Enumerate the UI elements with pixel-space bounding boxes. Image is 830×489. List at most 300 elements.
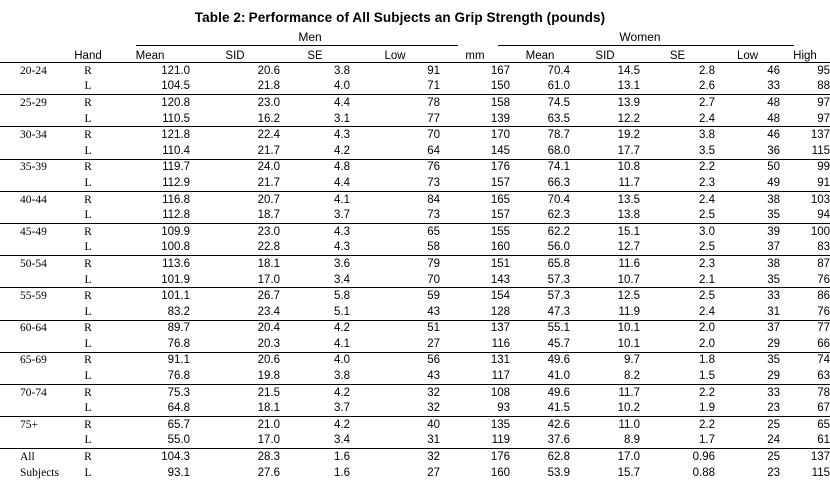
men-sid-cell: 20.3 — [257, 337, 280, 350]
table-row — [0, 465, 830, 481]
table-row — [0, 127, 830, 143]
men-high-cell: 108 — [440, 384, 510, 400]
men-mean-cell: 110.5 — [162, 112, 190, 125]
men-se-cell: 3.4 — [334, 273, 350, 286]
men-high-cell: 150 — [490, 80, 510, 93]
women-high-cell: 77 — [780, 320, 830, 336]
men-se-cell: 4.4 — [334, 176, 350, 189]
men-high-cell: 143 — [490, 273, 510, 286]
age-group-cell: 60-64 — [0, 320, 66, 336]
women-high-cell: 137 — [780, 449, 830, 465]
men-high-cell: 145 — [490, 144, 510, 157]
men-low-cell: 27 — [427, 466, 440, 479]
grip-strength-table — [0, 46, 830, 480]
men-low-cell: 43 — [427, 370, 440, 383]
men-high-cell: 167 — [490, 64, 510, 77]
men-sid-cell: 21.0 — [190, 417, 280, 433]
women-mean-cell: 49.6 — [510, 352, 570, 368]
men-se-cell: 3.1 — [334, 112, 350, 125]
men-high-cell: 158 — [440, 95, 510, 111]
age-group-cell — [0, 336, 66, 352]
hand-cell: L — [84, 337, 92, 350]
men-high-cell: 116 — [491, 337, 510, 350]
hand-cell: L — [84, 402, 92, 415]
women-sid-cell: 17.7 — [617, 144, 640, 157]
hand-cell: L — [84, 273, 92, 286]
hand-cell: L — [84, 176, 92, 189]
men-se-cell: 3.7 — [334, 402, 350, 415]
men-low-cell: 43 — [427, 305, 440, 318]
column-header-women-low: Low — [736, 50, 759, 62]
women-low-cell: 36 — [767, 144, 780, 157]
men-mean-cell: 55.0 — [167, 434, 190, 447]
women-high-cell: 65 — [780, 417, 830, 433]
women-low-cell: 23 — [767, 466, 780, 479]
table-row — [0, 63, 830, 79]
women-se-cell: 2.7 — [640, 95, 715, 111]
women-mean-cell: 66.3 — [547, 176, 570, 189]
table-body — [0, 63, 830, 481]
men-sid-cell: 16.2 — [257, 112, 280, 125]
age-group-cell — [0, 433, 66, 449]
men-mean-cell: 65.7 — [110, 417, 190, 433]
women-sid-cell: 15.1 — [570, 223, 640, 239]
table-row — [0, 304, 830, 320]
men-se-cell: 4.3 — [334, 241, 350, 254]
table-row — [0, 111, 830, 127]
age-group-cell: All — [0, 449, 66, 465]
women-high-cell: 83 — [817, 241, 830, 254]
men-sid-cell: 18.1 — [190, 256, 280, 272]
table-caption: Performance of All Subjects an Grip Strength (pounds) — [248, 10, 606, 25]
hand-cell: R — [66, 223, 110, 239]
table-row — [0, 79, 830, 95]
women-se-cell: 3.8 — [640, 127, 715, 143]
women-low-cell: 25 — [715, 449, 780, 465]
men-high-cell: 160 — [490, 241, 510, 254]
men-low-cell: 73 — [427, 209, 440, 222]
table-row — [0, 240, 830, 256]
women-sid-cell: 13.9 — [570, 95, 640, 111]
men-sid-cell: 17.0 — [257, 273, 280, 286]
women-sid-cell: 13.8 — [617, 209, 640, 222]
men-se-cell: 1.6 — [280, 449, 350, 465]
men-sid-cell: 20.4 — [190, 320, 280, 336]
men-sid-cell: 18.1 — [257, 402, 280, 415]
women-high-cell: 137 — [780, 127, 830, 143]
table-row — [0, 352, 830, 368]
men-mean-cell: 113.6 — [110, 256, 190, 272]
hand-cell: R — [66, 417, 110, 433]
women-sid-cell: 12.5 — [570, 288, 640, 304]
age-group-cell: 30-34 — [0, 127, 66, 143]
age-group-cell — [0, 272, 66, 288]
men-high-cell: 151 — [440, 256, 510, 272]
women-sid-cell: 10.1 — [617, 337, 640, 350]
age-group-cell — [0, 79, 66, 95]
women-mean-cell: 57.3 — [547, 273, 570, 286]
men-sid-cell: 21.5 — [190, 384, 280, 400]
hand-cell: L — [84, 144, 92, 157]
women-low-cell: 46 — [715, 127, 780, 143]
women-se-cell: 2.2 — [640, 417, 715, 433]
hand-cell: R — [66, 352, 110, 368]
women-mean-cell: 57.3 — [510, 288, 570, 304]
men-mean-cell: 76.8 — [167, 370, 190, 383]
men-mean-cell: 76.8 — [167, 337, 190, 350]
men-sid-cell: 20.6 — [190, 352, 280, 368]
hand-cell: R — [66, 256, 110, 272]
women-high-cell: 100 — [780, 223, 830, 239]
women-sid-cell: 9.7 — [570, 352, 640, 368]
women-high-cell: 74 — [780, 352, 830, 368]
women-low-cell: 35 — [767, 209, 780, 222]
men-low-cell: 64 — [427, 144, 440, 157]
men-low-cell: 70 — [427, 273, 440, 286]
women-sid-cell: 10.8 — [570, 159, 640, 175]
age-group-cell: 70-74 — [0, 384, 66, 400]
men-low-cell: 71 — [427, 80, 440, 93]
women-low-cell: 37 — [715, 320, 780, 336]
men-low-cell: 56 — [350, 352, 440, 368]
men-sid-cell: 20.6 — [257, 64, 280, 77]
men-sid-cell: 22.8 — [257, 241, 280, 254]
women-high-cell: 78 — [780, 384, 830, 400]
column-header-men-high: mm — [465, 50, 485, 62]
men-sid-cell: 23.0 — [190, 223, 280, 239]
men-sid-cell: 21.8 — [257, 80, 280, 93]
women-sid-cell: 17.0 — [570, 449, 640, 465]
age-group-cell: 35-39 — [0, 159, 66, 175]
men-se-cell: 4.1 — [334, 337, 350, 350]
men-mean-cell: 121.0 — [161, 64, 190, 77]
men-low-cell: 70 — [350, 127, 440, 143]
women-sid-cell: 12.7 — [617, 241, 640, 254]
women-se-cell: 2.0 — [699, 337, 715, 350]
women-mean-cell: 70.4 — [510, 191, 570, 207]
women-low-cell: 23 — [767, 402, 780, 415]
men-low-cell: 32 — [350, 449, 440, 465]
women-mean-cell: 62.3 — [547, 209, 570, 222]
women-sid-cell: 10.2 — [617, 402, 640, 415]
women-high-cell: 115 — [811, 466, 830, 479]
women-mean-cell: 41.0 — [547, 370, 570, 383]
men-sid-cell: 27.6 — [257, 466, 280, 479]
women-high-cell: 99 — [780, 159, 830, 175]
women-sid-cell: 12.2 — [617, 112, 640, 125]
men-se-cell: 5.1 — [334, 305, 350, 318]
age-group-cell: 75+ — [0, 417, 66, 433]
women-mean-cell: 42.6 — [510, 417, 570, 433]
men-low-cell: 32 — [350, 384, 440, 400]
men-mean-cell: 91.1 — [110, 352, 190, 368]
women-se-cell: 2.5 — [699, 241, 715, 254]
women-high-cell: 115 — [811, 144, 830, 157]
column-header-row — [0, 46, 830, 63]
women-low-cell: 48 — [767, 112, 780, 125]
age-group-cell: Subjects — [20, 466, 59, 479]
men-se-cell: 4.0 — [334, 80, 350, 93]
men-low-cell: 73 — [427, 176, 440, 189]
women-se-cell: 2.1 — [699, 273, 715, 286]
men-high-cell: 128 — [490, 305, 510, 318]
men-mean-cell: 75.3 — [110, 384, 190, 400]
women-low-cell: 49 — [767, 176, 780, 189]
men-se-cell: 3.7 — [334, 209, 350, 222]
age-group-cell: 65-69 — [0, 352, 66, 368]
age-group-cell — [0, 304, 66, 320]
women-high-cell: 97 — [780, 95, 830, 111]
table-row — [0, 336, 830, 352]
women-group-header: Women — [619, 30, 661, 44]
hand-cell: L — [84, 112, 92, 125]
men-mean-cell: 112.8 — [162, 209, 190, 222]
men-sid-cell: 28.3 — [190, 449, 280, 465]
men-group-header: Men — [298, 30, 322, 44]
men-se-cell: 4.4 — [280, 95, 350, 111]
women-mean-cell: 47.3 — [547, 305, 570, 318]
women-low-cell: 24 — [767, 434, 780, 447]
women-sid-cell: 11.7 — [618, 176, 640, 189]
women-high-cell: 86 — [780, 288, 830, 304]
women-low-cell: 33 — [715, 384, 780, 400]
women-high-cell: 95 — [817, 64, 830, 77]
age-group-cell: 50-54 — [0, 256, 66, 272]
men-mean-cell: 110.4 — [162, 144, 190, 157]
women-sid-cell: 13.1 — [617, 80, 640, 93]
women-mean-cell: 78.7 — [510, 127, 570, 143]
women-low-cell: 29 — [767, 337, 780, 350]
women-se-cell: 2.4 — [640, 191, 715, 207]
hand-cell: R — [66, 95, 110, 111]
women-high-cell: 76 — [817, 273, 830, 286]
women-mean-cell: 53.9 — [547, 466, 570, 479]
men-sid-cell: 20.7 — [190, 191, 280, 207]
hand-cell: L — [84, 370, 92, 383]
men-high-cell: 157 — [490, 176, 510, 189]
men-mean-cell: 120.8 — [110, 95, 190, 111]
men-low-cell: 79 — [350, 256, 440, 272]
women-sid-cell: 10.7 — [617, 273, 640, 286]
men-sid-cell: 23.4 — [257, 305, 280, 318]
men-se-cell: 5.8 — [280, 288, 350, 304]
women-mean-cell: 55.1 — [510, 320, 570, 336]
men-high-cell: 135 — [440, 417, 510, 433]
women-high-cell: 97 — [817, 112, 830, 125]
women-se-cell: 0.88 — [692, 466, 715, 479]
women-se-cell: 2.2 — [640, 384, 715, 400]
men-mean-cell: 101.9 — [161, 273, 190, 286]
men-se-cell: 4.0 — [280, 352, 350, 368]
women-se-cell: 3.5 — [699, 144, 715, 157]
women-high-cell: 76 — [817, 305, 830, 318]
men-high-cell: 131 — [440, 352, 510, 368]
women-sid-cell: 11.9 — [618, 305, 640, 318]
men-low-cell: 78 — [350, 95, 440, 111]
age-group-cell — [0, 143, 66, 159]
men-high-cell: 93 — [497, 402, 510, 415]
table-row — [0, 417, 830, 433]
hand-cell: L — [84, 241, 92, 254]
age-group-cell: 55-59 — [0, 288, 66, 304]
men-low-cell: 91 — [427, 64, 440, 77]
hand-cell: L — [84, 466, 92, 479]
women-se-cell: 2.3 — [699, 176, 715, 189]
hand-cell: L — [84, 209, 92, 222]
women-se-cell: 3.0 — [640, 223, 715, 239]
men-low-cell: 84 — [350, 191, 440, 207]
women-sid-cell: 8.9 — [624, 434, 640, 447]
men-se-cell: 3.8 — [334, 64, 350, 77]
men-high-cell: 155 — [440, 223, 510, 239]
hand-cell: R — [84, 64, 92, 77]
women-low-cell: 35 — [715, 352, 780, 368]
men-low-cell: 77 — [427, 112, 440, 125]
hand-cell: R — [66, 320, 110, 336]
column-header-age — [0, 46, 66, 63]
table-row — [0, 191, 830, 207]
women-se-cell: 2.3 — [640, 256, 715, 272]
women-se-cell: 1.9 — [699, 402, 715, 415]
women-low-cell: 38 — [715, 191, 780, 207]
hand-cell: L — [84, 80, 92, 93]
men-low-cell: 65 — [350, 223, 440, 239]
women-mean-cell: 63.5 — [547, 112, 570, 125]
women-low-cell: 35 — [767, 273, 780, 286]
men-sid-cell: 26.7 — [190, 288, 280, 304]
women-mean-cell: 45.7 — [547, 337, 570, 350]
men-sid-cell: 21.7 — [257, 176, 280, 189]
age-group-cell — [0, 240, 66, 256]
women-high-cell: 87 — [780, 256, 830, 272]
men-low-cell: 51 — [350, 320, 440, 336]
women-mean-cell: 70.4 — [547, 64, 570, 77]
men-high-cell: 170 — [440, 127, 510, 143]
men-se-cell: 4.2 — [280, 384, 350, 400]
column-header-women-high: High — [793, 50, 817, 62]
men-mean-cell: 119.7 — [110, 159, 190, 175]
women-se-cell: 1.5 — [699, 370, 715, 383]
age-group-cell: 45-49 — [0, 223, 66, 239]
women-low-cell: 48 — [715, 95, 780, 111]
men-sid-cell: 24.0 — [190, 159, 280, 175]
men-se-cell: 4.2 — [334, 144, 350, 157]
men-se-cell: 4.8 — [280, 159, 350, 175]
women-mean-cell: 62.2 — [510, 223, 570, 239]
age-group-cell — [0, 175, 66, 191]
women-low-cell: 29 — [767, 370, 780, 383]
women-se-cell: 2.5 — [640, 288, 715, 304]
men-low-cell: 40 — [350, 417, 440, 433]
women-se-cell: 2.8 — [699, 64, 715, 77]
table-number: Table 2: — [194, 10, 246, 25]
men-low-cell: 32 — [427, 402, 440, 415]
women-se-cell: 2.4 — [699, 305, 715, 318]
table-row — [0, 433, 830, 449]
men-high-cell: 154 — [440, 288, 510, 304]
women-se-cell: 2.4 — [699, 112, 715, 125]
men-mean-cell: 121.8 — [110, 127, 190, 143]
women-sid-cell: 15.7 — [617, 466, 640, 479]
column-header-women-mean: Mean — [525, 50, 555, 62]
women-low-cell: 46 — [767, 64, 780, 77]
age-group-cell: 40-44 — [0, 191, 66, 207]
men-se-cell: 4.3 — [280, 223, 350, 239]
age-group-cell: 20-24 — [20, 64, 47, 77]
table-row — [0, 272, 830, 288]
women-low-cell: 33 — [715, 288, 780, 304]
table-row — [0, 368, 830, 384]
women-mean-cell: 49.6 — [510, 384, 570, 400]
table-row — [0, 143, 830, 159]
hand-cell: R — [66, 191, 110, 207]
age-group-cell — [0, 368, 66, 384]
women-mean-cell: 61.0 — [547, 80, 570, 93]
men-high-cell: 119 — [491, 434, 510, 447]
women-se-cell: 0.96 — [640, 449, 715, 465]
women-mean-cell: 74.5 — [510, 95, 570, 111]
men-high-cell: 157 — [490, 209, 510, 222]
age-group-cell — [0, 400, 66, 416]
men-mean-cell: 83.2 — [167, 305, 190, 318]
men-low-cell: 31 — [427, 434, 440, 447]
column-header-women-sid: SID — [595, 50, 615, 62]
column-header-hand: Hand — [74, 50, 102, 62]
women-mean-cell: 41.5 — [547, 402, 570, 415]
men-mean-cell: 116.8 — [110, 191, 190, 207]
age-group-cell — [0, 207, 66, 223]
men-high-cell: 137 — [440, 320, 510, 336]
men-sid-cell: 19.8 — [257, 370, 280, 383]
women-se-cell: 1.7 — [699, 434, 715, 447]
men-se-cell: 4.1 — [280, 191, 350, 207]
women-sid-cell: 11.7 — [570, 384, 640, 400]
men-high-cell: 176 — [440, 449, 510, 465]
men-sid-cell: 22.4 — [190, 127, 280, 143]
table-row — [0, 256, 830, 272]
column-header-men-low: Low — [384, 50, 406, 62]
column-header-women-se: SE — [669, 50, 686, 62]
women-high-cell: 91 — [817, 176, 830, 189]
men-se-cell: 4.2 — [280, 320, 350, 336]
men-mean-cell: 89.7 — [110, 320, 190, 336]
men-high-cell: 165 — [440, 191, 510, 207]
women-sid-cell: 11.6 — [570, 256, 640, 272]
table-row — [0, 400, 830, 416]
table-row — [0, 223, 830, 239]
women-sid-cell: 11.0 — [570, 417, 640, 433]
women-se-cell: 2.0 — [640, 320, 715, 336]
table-row — [0, 175, 830, 191]
women-high-cell: 103 — [780, 191, 830, 207]
men-high-cell: 176 — [440, 159, 510, 175]
women-mean-cell: 68.0 — [547, 144, 570, 157]
women-high-cell: 63 — [817, 370, 830, 383]
women-mean-cell: 65.8 — [510, 256, 570, 272]
men-mean-cell: 104.5 — [161, 80, 190, 93]
women-high-cell: 66 — [817, 337, 830, 350]
men-sid-cell: 18.7 — [257, 209, 280, 222]
men-mean-cell: 100.8 — [161, 241, 190, 254]
women-high-cell: 61 — [817, 434, 830, 447]
table-row — [0, 288, 830, 304]
men-mean-cell: 101.1 — [110, 288, 190, 304]
table-row — [0, 207, 830, 223]
men-mean-cell: 112.9 — [162, 176, 190, 189]
women-sid-cell: 19.2 — [570, 127, 640, 143]
women-high-cell: 67 — [817, 402, 830, 415]
table-row — [0, 95, 830, 111]
